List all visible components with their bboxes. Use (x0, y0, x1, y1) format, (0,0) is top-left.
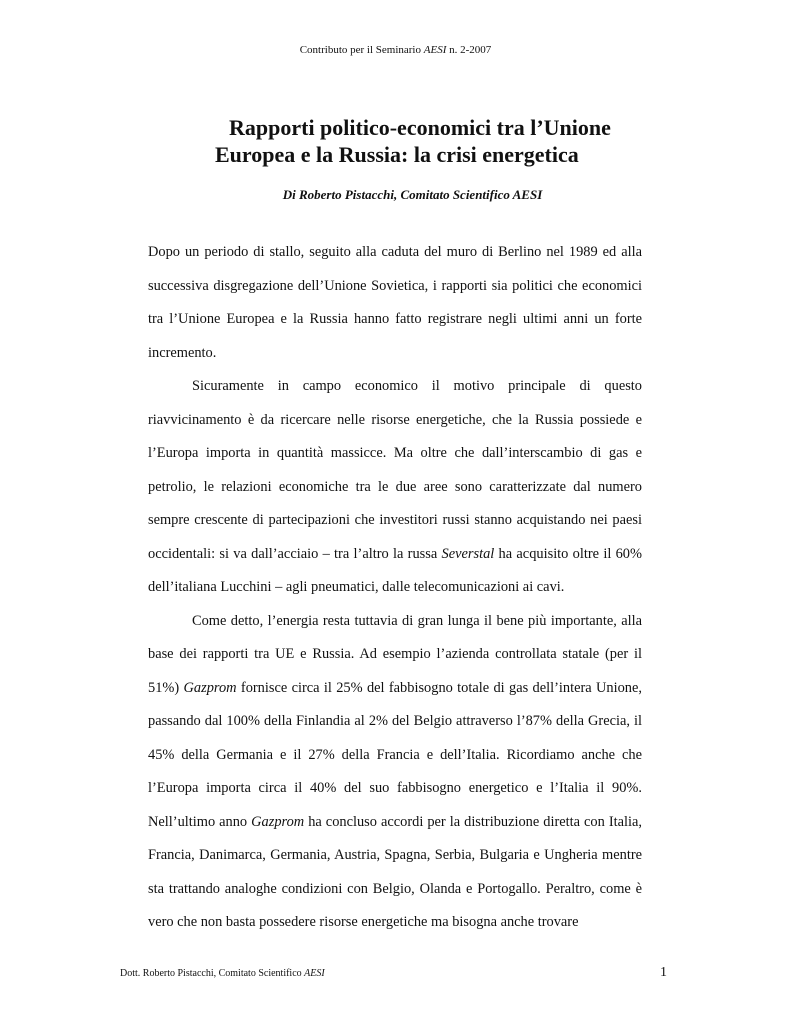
header-issue: n. 2-2007 (446, 44, 492, 56)
paragraph-2 (148, 370, 642, 605)
header-aesi: AESI (423, 44, 447, 56)
title-line-2: Europea e la Russia: la crisi energetica (215, 142, 579, 167)
paragraph-3 (148, 605, 642, 940)
document-title (0, 114, 791, 168)
footer-aesi: AESI (304, 968, 325, 979)
paragraph-2-severstal: Severstal (441, 545, 495, 562)
author-line: Di Roberto Pistacchi, Comitato Scientifico AESI (282, 187, 543, 202)
footer-text: Dott. Roberto Pistacchi, Comitato Scientifico (120, 968, 305, 979)
body-text (148, 236, 642, 940)
page-number: 1 (660, 965, 667, 980)
paragraph-2-text-b: ha acquisito oltre il 60% dell’italiana Lucchini – agli pneumatici, dalle telecomunicazioni ai cavi. (148, 545, 642, 595)
paragraph-1: Dopo un periodo di stallo, seguito alla caduta del muro di Berlino nel 1989 ed alla successiva disgregazione dell’Unione Sovietica, i rapporti sia politici che economici tra l’Unione Europea e la Russia hanno fatto registrare negli ultimi anni un forte incremento. (148, 244, 642, 361)
paragraph-3-text-a: Come detto, l’energia resta tuttavia di gran lunga il bene più importante, alla base dei rapporti tra UE e Russia. Ad esempio l’azienda controllata statale (per il 51%) (148, 612, 642, 696)
paragraph-2-text-a: Sicuramente in campo economico il motivo principale di questo riavvicinamento è da ricercare nelle risorse energetiche, che la Russia possiede e l’Europa importa in quantità massicce. Ma oltre che dall’interscambio di gas e petrolio, le relazioni economiche tra le due aree sono caratterizzate dal numero sempre crescente di partecipazioni che investitori russi stanno acquistando nei paesi occidentali: si va dall’acciaio – tra l’altro la russa (148, 378, 642, 562)
paragraph-3-text-b: fornisce circa il 25% del fabbisogno totale di gas dell’intera Unione, passando dal 100% della Finlandia al 2% del Belgio attraverso l’87% della Grecia, il 45% della Germania e il 27% della Francia e dell’Italia. Ricordiamo anche che l’Europa importa circa il 40% del suo fabbisogno energetico e l’Italia il 90%. Nell’ultimo anno (148, 679, 642, 830)
page-header (0, 43, 791, 57)
paragraph-3-text-c: ha concluso accordi per la distribuzione diretta con Italia, Francia, Danimarca, Germania, Austria, Spagna, Serbia, Bulgaria e Ungheria mentre sta trattando analoghe condizioni con Belgio, Olanda e Portogallo. Peraltro, come è vero che non basta possedere risorse energetiche ma bisogna anche trovare (148, 813, 642, 930)
title-line-1: Rapporti politico-economici tra l’Unione (229, 115, 611, 140)
header-text: Contributo per il Seminario (299, 44, 424, 56)
page-footer (120, 968, 325, 980)
paragraph-3-gazprom-1: Gazprom (183, 679, 237, 696)
paragraph-3-gazprom-2: Gazprom (251, 813, 305, 830)
